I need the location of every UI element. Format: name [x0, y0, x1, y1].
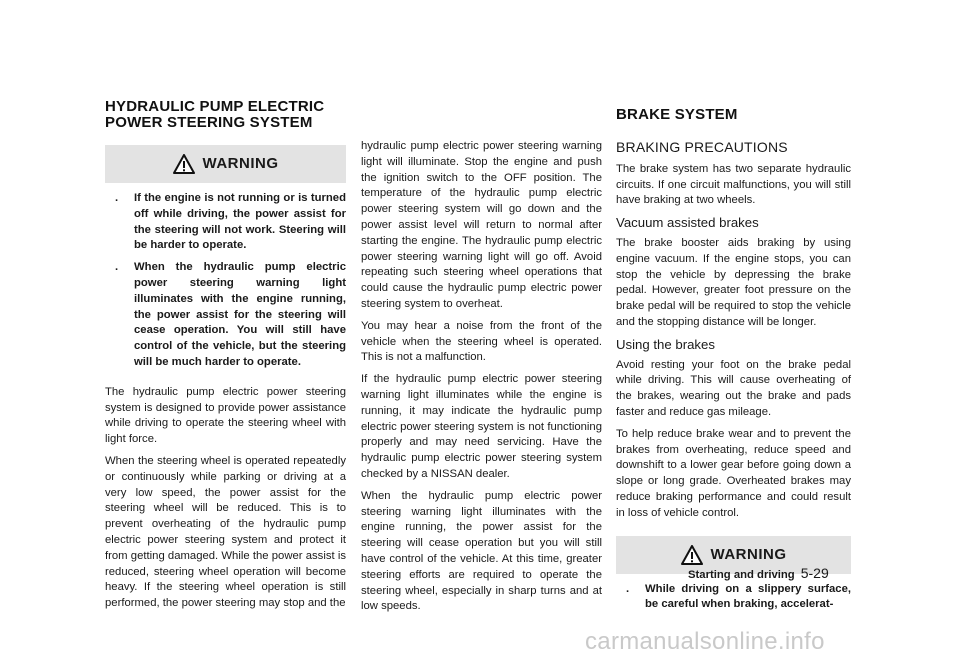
warning-item-text: When the hydraulic pump electric power steering warning light illuminates with the engine running, the power assist for the steering will cease operation. You will still have control of the vehicle, but the steering will be much harder to operate.: [134, 261, 346, 368]
left-section-heading: [105, 99, 324, 131]
warning-triangle-icon: [173, 154, 195, 174]
body-paragraph: hydraulic pump electric power steering warning light will illuminate. Stop the engine and push the ignition switch to the OFF position. The temperature of the hydraulic pump electric power steering system will go down and the power assist level will return to normal after starting the engine. The hydraulic pump electric power steering warning light will go off. Avoid repeating such steering wheel operations that could cause the hydraulic pump electric power steering system to overheat.: [361, 140, 602, 310]
warning-list-2: [616, 582, 851, 614]
right-section-heading: BRAKE SYSTEM: [616, 106, 738, 123]
body-paragraph: To help reduce brake wear and to prevent the brakes from overheating, reduce speed and downshift to a lower gear before going down a slope or long grade. Overheated brakes may reduce braking performance and could result in loss of vehicle control.: [616, 427, 851, 519]
warning-item: . When the hydraulic pump electric power steering warning light illuminates with the engine running, the power assist for the steering will cease operation. You will still have control of the vehicle, but the steering will be much harder to operate.: [115, 261, 346, 368]
body-paragraph: Avoid resting your foot on the brake pedal while driving. This will cause overheating of the brakes, wearing out the brake and pads faster and reduce gas mileage.: [616, 358, 851, 418]
warning-item-text: If the engine is not running or is turned off while driving, the power assist for the steering will not work. Steering will be harder to operate.: [134, 192, 346, 252]
body-paragraph: When the steering wheel is operated repeatedly or continuously while parking or driving at a very low speed, the power assist for the steering wheel will be reduced. This is to prevent overheating of the hydraulic pump electric power steering system and protect it from getting damaged. While the power assist is reduced, steering wheel operation will become heavy. If the steering wheel operation is still performed, the power steering may stop and the: [105, 454, 346, 610]
page-footer: [688, 565, 829, 581]
column-1: [105, 145, 346, 618]
page-number: 5-29: [800, 565, 829, 581]
warning-item-text: While driving on a slippery surface, be careful when braking, accelerat-: [645, 582, 851, 611]
body-paragraph: The brake system has two separate hydraulic circuits. If one circuit malfunctions, you will still have braking at two wheels.: [616, 162, 851, 207]
warning-box-1: [105, 145, 346, 183]
warning-triangle-icon: [681, 545, 703, 565]
body-paragraph: If the hydraulic pump electric power steering warning light illuminates while the engine is running, it may indicate the hydraulic pump electric power steering system is not functioning properly and may need servicing. Have the hydraulic pump electric power steering system checked by a NISSAN dealer.: [361, 373, 602, 480]
column-2: [361, 139, 602, 621]
warning-label: WARNING: [710, 545, 787, 563]
body-paragraph: The hydraulic pump electric power steering system is designed to provide power assistance while driving to operate the steering wheel with light force.: [105, 385, 346, 446]
left-heading-line2: POWER STEERING SYSTEM: [105, 114, 313, 131]
column-3: [616, 136, 851, 619]
warning-item: . While driving on a slippery surface, be careful when braking, accelerat-: [626, 582, 851, 611]
body-paragraph: When the hydraulic pump electric power steering warning light illuminates with the engine running, the power assist for the steering will cease operation but you will still have control of the vehicle. At this time, greater steering efforts are required to operate the steering wheel, especially in sharp turns and at low speeds.: [361, 489, 602, 613]
body-paragraph: The brake booster aids braking by using engine vacuum. If the engine stops, you can stop the vehicle by depressing the brake pedal. However, greater foot pressure on the brake pedal will be required to stop the vehicle and the stopping distance will be longer.: [616, 236, 851, 328]
subheading-braking-precautions: BRAKING PRECAUTIONS: [616, 139, 788, 155]
footer-section-title: Starting and driving: [688, 569, 795, 581]
warning-label: WARNING: [202, 155, 279, 173]
subheading-using-the-brakes: Using the brakes: [616, 336, 715, 352]
site-watermark: carmanualsonline.info: [585, 628, 825, 655]
subheading-vacuum-assisted-brakes: Vacuum assisted brakes: [616, 215, 759, 231]
left-heading-line1: HYDRAULIC PUMP ELECTRIC: [105, 98, 325, 115]
warning-item: . If the engine is not running or is turned off while driving, the power assist for the steering will not work. Steering will be harder to operate.: [115, 192, 346, 252]
warning-list-1: [105, 191, 346, 371]
body-paragraph: You may hear a noise from the front of the vehicle when the steering wheel is operated. This is not a malfunction.: [361, 319, 602, 364]
